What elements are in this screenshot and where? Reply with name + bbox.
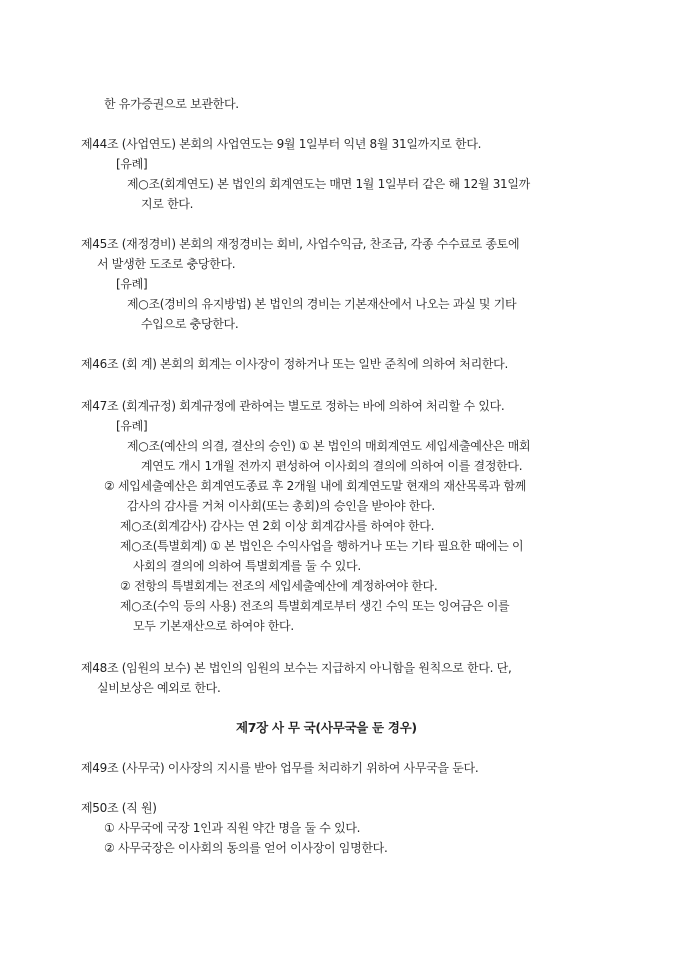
text-line: ② 사무국장은 이사회의 동의를 얻어 이사장이 임명한다. xyxy=(104,841,388,855)
text-line: 모두 기본재산으로 하여야 한다. xyxy=(133,619,294,633)
text-line: ② 세입세출예산은 회계연도종료 후 2개월 내에 회계연도말 현재의 재산목록과 함께 xyxy=(104,479,527,493)
text-line: 감사의 감사를 거쳐 이사회(또는 총회)의 승인을 받아야 한다. xyxy=(127,499,435,513)
article-47: 제47조 (회계규정) 회계규정에 관하여는 별도로 정하는 바에 의하여 처리할 수 있다. xyxy=(81,399,505,413)
text-line: 한 유가증권으로 보관한다. xyxy=(104,97,239,111)
example-label: [유례] xyxy=(116,277,148,291)
example-label: [유례] xyxy=(116,157,148,171)
article-44: 제44조 (사업연도) 본회의 사업연도는 9월 1일부터 익년 8월 31일까지로 한다. xyxy=(81,137,482,151)
article-45: 제45조 (재정경비) 본회의 재정경비는 회비, 사업수익금, 찬조금, 각종 수수료로 종토에 xyxy=(81,237,520,251)
text-line: 제○조(회계감사) 감사는 연 2회 이상 회계감사를 하여야 한다. xyxy=(120,519,435,533)
chapter-heading: 제7장 사 무 국(사무국을 둔 경우) xyxy=(236,720,417,735)
text-line: 실비보상은 예외로 한다. xyxy=(97,681,221,695)
text-line: 서 발생한 도조로 충당한다. xyxy=(97,257,236,271)
article-48: 제48조 (임원의 보수) 본 법인의 임원의 보수는 지급하지 아니함을 원칙으로 한다. 단, xyxy=(81,661,512,675)
article-49: 제49조 (사무국) 이사장의 지시를 받아 업무를 처리하기 위하여 사무국을 둔다. xyxy=(81,761,479,775)
article-46: 제46조 (회 계) 본회의 회계는 이사장이 정하거나 또는 일반 준칙에 의하여 처리한다. xyxy=(81,357,508,371)
text-line: ② 전항의 특별회계는 전조의 세입세출예산에 계정하여야 한다. xyxy=(120,579,438,593)
example-label: [유례] xyxy=(116,419,148,433)
text-line: 제○조(예산의 의결, 결산의 승인) ① 본 법인의 매회계연도 세입세출예산은 매회 xyxy=(127,439,531,453)
text-line: 계연도 개시 1개월 전까지 편성하여 이사회의 결의에 의하여 이를 결정한다. xyxy=(141,459,523,473)
text-line: 제○조(특별회계) ① 본 법인은 수익사업을 행하거나 또는 기타 필요한 때에는 이 xyxy=(120,539,524,553)
text-line: 제○조(회계연도) 본 법인의 회계연도는 매면 1월 1일부터 같은 해 12월 31일까 xyxy=(127,177,530,191)
text-line: 제○조(경비의 유지방법) 본 법인의 경비는 기본재산에서 나오는 과실 및 기타 xyxy=(127,297,517,311)
text-line: 지로 한다. xyxy=(141,197,194,211)
article-50: 제50조 (직 원) xyxy=(81,801,157,815)
text-line: 사회의 결의에 의하여 특별회계를 둘 수 있다. xyxy=(133,559,361,573)
text-line: 제○조(수익 등의 사용) 전조의 특별회계로부터 생긴 수익 또는 잉여금은 이를 xyxy=(120,599,510,613)
text-line: 수입으로 충당한다. xyxy=(141,317,239,331)
text-line: ① 사무국에 국장 1인과 직원 약간 명을 둘 수 있다. xyxy=(104,821,361,835)
